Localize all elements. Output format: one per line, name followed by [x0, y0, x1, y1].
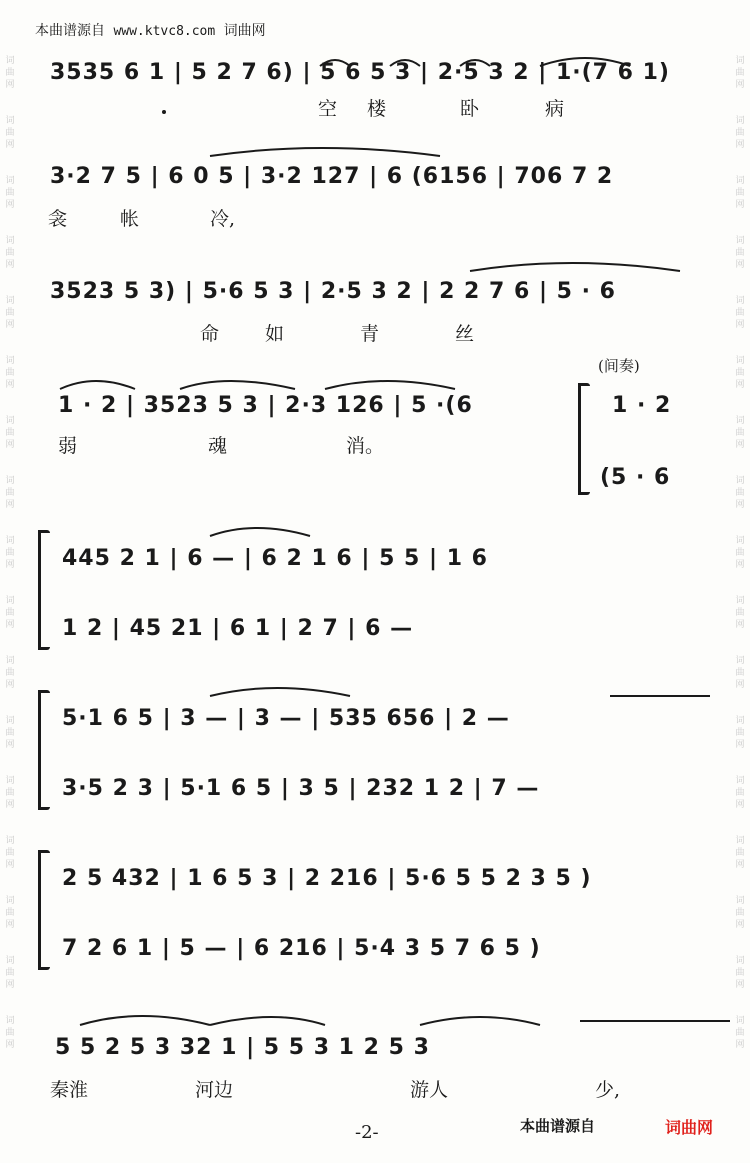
- watermark-char: 网: [5, 1040, 15, 1050]
- system-8: [0, 1005, 750, 1105]
- watermark-char: 网: [5, 260, 15, 270]
- system-bracket: [38, 850, 41, 970]
- watermark-char: 词: [735, 656, 745, 666]
- watermark-char: 曲: [5, 728, 15, 738]
- watermark-char: 曲: [5, 608, 15, 618]
- watermark-char: 曲: [735, 428, 745, 438]
- lyric-4: 丝: [455, 323, 475, 345]
- watermark-char: 词: [5, 236, 15, 246]
- lyric-3: 冷,: [210, 208, 236, 230]
- watermark-char: 网: [5, 500, 15, 510]
- lyric-3: 青: [360, 323, 380, 345]
- watermark-char: 曲: [5, 368, 15, 378]
- watermark-char: 曲: [735, 128, 745, 138]
- watermark-char: 词: [5, 776, 15, 786]
- watermark-char: 曲: [735, 968, 745, 978]
- watermark-char: 词: [5, 56, 15, 66]
- watermark-char: 网: [5, 140, 15, 150]
- watermark-char: 网: [5, 440, 15, 450]
- footer-site[interactable]: 词曲网: [665, 1118, 714, 1137]
- watermark-char: 网: [735, 740, 745, 750]
- notation-line: 1 · 2 | 3523 5 3 | 2·3 126 | 5 ·(6: [58, 393, 473, 418]
- upper-voice: 5·1 6 5 | 3 — | 3 — | 535 656 | 2 —: [62, 706, 510, 731]
- slur: [200, 520, 320, 540]
- page-number: -2-: [355, 1122, 379, 1143]
- slur: [310, 50, 730, 70]
- watermark-char: 网: [735, 80, 745, 90]
- notation-line: 3523 5 3) | 5·6 5 3 | 2·5 3 2 | 2 2 7 6 | 5 · 6: [50, 279, 616, 304]
- watermark-char: 曲: [5, 248, 15, 258]
- watermark-char: 网: [735, 1040, 745, 1050]
- lower-voice: (5 · 6: [600, 465, 671, 490]
- watermark-char: 词: [735, 116, 745, 126]
- watermark-char: 网: [735, 140, 745, 150]
- watermark-char: 词: [5, 956, 15, 966]
- watermark-char: 词: [5, 416, 15, 426]
- watermark-char: 曲: [5, 128, 15, 138]
- lyric-1: 空楼: [318, 98, 417, 120]
- lower-voice: 3·5 2 3 | 5·1 6 5 | 3 5 | 232 1 2 | 7 —: [62, 776, 540, 801]
- watermark-char: 网: [5, 980, 15, 990]
- watermark-char: 网: [735, 260, 745, 270]
- watermark-char: 词: [735, 236, 745, 246]
- watermark-char: 词: [5, 356, 15, 366]
- watermark-char: 网: [735, 200, 745, 210]
- watermark-char: 网: [735, 800, 745, 810]
- watermark-char: 网: [5, 800, 15, 810]
- slur: [200, 680, 360, 700]
- watermark-char: 词: [735, 176, 745, 186]
- notation-line: 5 5 2 5 3 32 1 | 5 5 3 1 2 5 3: [55, 1035, 430, 1060]
- lyric-1: 弱: [58, 435, 78, 457]
- source-url[interactable]: www.ktvc8.com: [113, 24, 216, 39]
- system-bracket: [38, 530, 41, 650]
- page-header: [35, 20, 266, 40]
- lyric-2: 魂: [208, 435, 228, 457]
- watermark-char: 网: [5, 740, 15, 750]
- watermark-char: 曲: [5, 488, 15, 498]
- watermark-char: 词: [735, 56, 745, 66]
- watermark-char: 网: [5, 860, 15, 870]
- slur: [600, 680, 720, 700]
- watermark-char: 词: [735, 956, 745, 966]
- watermark-char: 词: [5, 476, 15, 486]
- watermark-char: 词: [5, 176, 15, 186]
- watermark-char: 网: [735, 320, 745, 330]
- lyric-2: 帐: [120, 208, 140, 230]
- source-site: 词曲网: [223, 23, 266, 39]
- watermark-char: 词: [735, 1016, 745, 1026]
- watermark-char: 曲: [5, 848, 15, 858]
- lyric-2: 卧: [460, 98, 480, 120]
- slur: [55, 373, 515, 393]
- watermark-char: 曲: [5, 668, 15, 678]
- watermark-char: 词: [5, 536, 15, 546]
- lyric-4: 少,: [595, 1079, 621, 1101]
- watermark-char: 曲: [735, 308, 745, 318]
- lyric-2: 河边: [195, 1079, 234, 1101]
- watermark-char: 词: [5, 296, 15, 306]
- watermark-char: 曲: [5, 308, 15, 318]
- watermark-char: 网: [735, 620, 745, 630]
- watermark-char: 词: [735, 356, 745, 366]
- upper-voice: 445 2 1 | 6 — | 6 2 1 6 | 5 5 | 1 6: [62, 546, 488, 571]
- watermark-char: 曲: [735, 908, 745, 918]
- source-prefix: 本曲谱源自: [35, 23, 105, 39]
- watermark-char: 词: [735, 416, 745, 426]
- system-4: [0, 355, 750, 505]
- watermark-char: 曲: [735, 788, 745, 798]
- system-5: [0, 520, 750, 660]
- upper-voice: 2 5 432 | 1 6 5 3 | 2 216 | 5·6 5 5 2 3 5 ): [62, 866, 592, 891]
- watermark-char: 曲: [735, 368, 745, 378]
- lyric-3: 消。: [346, 435, 385, 457]
- watermark-char: 词: [5, 1016, 15, 1026]
- watermark-char: 网: [5, 200, 15, 210]
- watermark-char: 网: [5, 380, 15, 390]
- watermark-char: 网: [5, 320, 15, 330]
- watermark-char: 词: [735, 716, 745, 726]
- lower-voice: 1 2 | 45 21 | 6 1 | 2 7 | 6 —: [62, 616, 414, 641]
- system-3: [0, 255, 750, 355]
- system-7: [0, 840, 750, 980]
- watermark-char: 曲: [5, 1028, 15, 1038]
- watermark-char: 网: [735, 860, 745, 870]
- watermark-char: 词: [735, 536, 745, 546]
- watermark-char: 曲: [735, 488, 745, 498]
- watermark-char: 曲: [735, 248, 745, 258]
- upper-voice: 1 · 2: [612, 393, 672, 418]
- watermark-char: 网: [5, 560, 15, 570]
- watermark-char: 曲: [5, 188, 15, 198]
- watermark-char: 词: [5, 716, 15, 726]
- watermark-char: 网: [735, 980, 745, 990]
- watermark-char: 网: [735, 680, 745, 690]
- slur: [200, 140, 460, 160]
- watermark-char: 网: [5, 920, 15, 930]
- footer-source: 本曲谱源自: [520, 1117, 596, 1135]
- watermark-char: 词: [735, 296, 745, 306]
- watermark-char: 词: [735, 476, 745, 486]
- lyric-1: 衾: [48, 208, 68, 230]
- watermark-char: 曲: [5, 788, 15, 798]
- watermark-char: 网: [5, 680, 15, 690]
- watermark-char: 曲: [735, 1028, 745, 1038]
- watermark-char: 词: [735, 776, 745, 786]
- watermark-char: 曲: [735, 608, 745, 618]
- notation-line: 3535 6 1 | 5 2 7 6) | 5 6 5 3 | 2·5 3 2 | 1·(7 6 1): [50, 60, 670, 85]
- system-bracket: [578, 383, 581, 495]
- lyric-1: 命: [200, 323, 220, 345]
- system-2: [0, 140, 750, 240]
- watermark-char: 曲: [735, 548, 745, 558]
- watermark-char: 网: [735, 920, 745, 930]
- slur: [60, 1005, 740, 1029]
- lower-voice: 7 2 6 1 | 5 — | 6 216 | 5·4 3 5 7 6 5 ): [62, 936, 541, 961]
- watermark-char: 词: [5, 596, 15, 606]
- watermark-char: 曲: [735, 68, 745, 78]
- watermark-char: 词: [5, 116, 15, 126]
- watermark-char: 网: [735, 440, 745, 450]
- watermark-char: 网: [735, 380, 745, 390]
- watermark-char: 曲: [735, 848, 745, 858]
- watermark-char: 曲: [5, 68, 15, 78]
- system-bracket: [38, 690, 41, 810]
- lyric-2: 如: [265, 323, 285, 345]
- notation-line: 3·2 7 5 | 6 0 5 | 3·2 127 | 6 (6156 | 706 7 2: [50, 164, 614, 189]
- watermark-char: 词: [735, 836, 745, 846]
- watermark-char: 网: [735, 560, 745, 570]
- lyric-3: 游人: [410, 1079, 449, 1101]
- lyric-dot: [162, 110, 166, 114]
- lyric-3: 病: [545, 98, 565, 120]
- watermark-char: 词: [5, 656, 15, 666]
- watermark-char: 词: [735, 596, 745, 606]
- watermark-char: 曲: [735, 728, 745, 738]
- interlude-label: (间奏): [598, 357, 640, 375]
- watermark-char: 词: [735, 896, 745, 906]
- watermark-char: 词: [5, 836, 15, 846]
- watermark-char: 网: [5, 80, 15, 90]
- watermark-char: 网: [735, 500, 745, 510]
- watermark-char: 曲: [735, 188, 745, 198]
- watermark-char: 曲: [5, 548, 15, 558]
- watermark-char: 曲: [5, 968, 15, 978]
- watermark-char: 曲: [5, 428, 15, 438]
- system-1: [0, 50, 750, 130]
- watermark-char: 词: [5, 896, 15, 906]
- watermark-char: 曲: [735, 668, 745, 678]
- watermark-char: 曲: [5, 908, 15, 918]
- system-6: [0, 680, 750, 820]
- lyric-1: 秦淮: [50, 1079, 89, 1101]
- watermark-char: 网: [5, 620, 15, 630]
- slur: [460, 255, 700, 275]
